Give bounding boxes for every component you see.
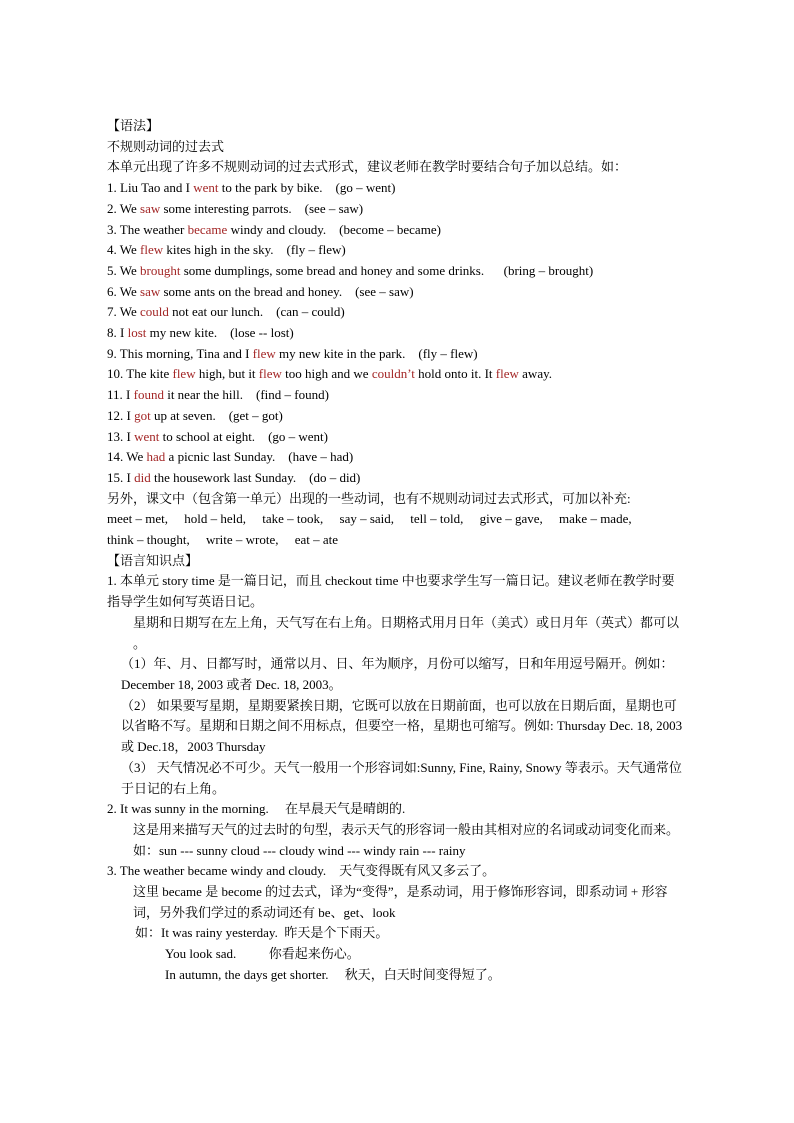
example-text: away. — [518, 366, 552, 382]
highlighted-verb: flew — [252, 345, 276, 361]
highlighted-verb: found — [133, 387, 164, 403]
example-text: to the park by bike. — [218, 180, 323, 196]
knowledge-point-2: 2. It was sunny in the morning. 在早晨天气是晴朗的. — [107, 801, 406, 817]
supplement-text: 另外，课文中（包含第一单元）出现的一些动词，也有不规则动词过去式形式，可加以补充: — [107, 490, 631, 506]
example-line — [107, 344, 683, 365]
example-text: the housework last Sunday. — [150, 469, 297, 485]
example-text: up at seven. — [150, 407, 216, 423]
highlighted-verb: saw — [140, 283, 161, 299]
example-text: (do – did) — [296, 469, 361, 485]
example-line — [107, 427, 683, 448]
example-text: 12. I — [107, 407, 135, 423]
example-line — [107, 178, 683, 199]
knowledge-point-3: 3. The weather became windy and cloudy. 天气变得既有风又多云了。 — [107, 863, 496, 879]
grammar-intro: 本单元出现了许多不规则动词的过去式形式，建议老师在教学时要结合句子加以总结。如： — [107, 159, 628, 175]
example-text: too high and we — [281, 366, 372, 382]
example-text: 2. We — [107, 200, 141, 216]
example-text: (go – went) — [255, 428, 328, 444]
example-text: 6. We — [107, 283, 141, 299]
example-line — [107, 302, 683, 323]
example-text: my new kite in the park. — [275, 345, 406, 361]
highlighted-verb: brought — [140, 262, 181, 278]
example-text: 3. The weather — [107, 221, 188, 237]
example-text: high, but it — [195, 366, 259, 382]
highlighted-verb: got — [134, 407, 151, 423]
example-text: a picnic last Sunday. — [165, 449, 276, 465]
grammar-subheading: 不规则动词的过去式 — [107, 138, 225, 154]
example-text: not eat our lunch. — [168, 304, 264, 320]
example-text: (can – could) — [263, 304, 345, 320]
knowledge-heading: 【语言知识点】 — [107, 552, 199, 568]
example-text: some dumplings, some bread and honey and some drinks. — [180, 262, 485, 278]
example-text: (lose -- lost) — [217, 325, 294, 341]
example-sentence: You look sad. 你看起来伤心。 — [165, 946, 360, 962]
example-line — [107, 323, 683, 344]
example-text: (get – got) — [215, 407, 283, 423]
example-line — [107, 240, 683, 261]
highlighted-verb: became — [187, 221, 228, 237]
verb-list-line: think – thought, write – wrote, eat – ate — [107, 532, 339, 548]
knowledge-point-1: 1. 本单元 story time 是一篇日记，而且 checkout time 中也要求学生写一篇日记。建议老师在教学时要指导学生如何写英语日记。 — [107, 573, 675, 610]
example-line — [107, 261, 683, 282]
example-text: 13. I — [107, 428, 135, 444]
highlighted-verb: went — [193, 180, 219, 196]
highlighted-verb: couldn’t — [371, 366, 415, 382]
highlighted-verb: flew — [172, 366, 196, 382]
highlighted-verb: flew — [140, 242, 164, 258]
example-line — [107, 282, 683, 303]
example-text: some ants on the bread and honey. — [160, 283, 343, 299]
highlighted-verb: could — [140, 304, 169, 320]
example-line — [107, 385, 683, 406]
knowledge-paragraph: 这里 became 是 become 的过去式，译为“变得”，是系动词，用于修饰形容词，即系动词 + 形容词，另外我们学过的系动词还有 be、get、look — [133, 884, 668, 920]
example-text: (see – saw) — [291, 200, 364, 216]
highlighted-verb: flew — [495, 366, 519, 382]
example-text: windy and cloudy. — [227, 221, 327, 237]
example-text: (bring – brought) — [484, 262, 594, 278]
highlighted-verb: saw — [140, 200, 161, 216]
example-sentence: In autumn, the days get shorter. 秋天，白天时间变得短了。 — [165, 966, 501, 982]
example-text: it near the hill. — [163, 387, 244, 403]
example-line — [107, 364, 683, 385]
grammar-heading: 【语法】 — [107, 118, 160, 133]
knowledge-paragraph: 这是用来描写天气的过去时的句型，表示天气的形容词一般由其相对应的名词或动词变化而来。如：sun --- sunny cloud --- cloudy wind --- windy rain --- rainy — [133, 821, 680, 858]
highlighted-verb: went — [134, 428, 160, 444]
verb-list-line: meet – met, hold – held, take – took, say – said, tell – told, give – gave, make – made, — [107, 511, 632, 527]
example-text: 15. I — [107, 469, 135, 485]
example-text: 14. We — [107, 449, 147, 465]
knowledge-paragraph: （1）年、月、日都写时，通常以月、日、年为顺序，月份可以缩写，日和年用逗号隔开。例如：December 18, 2003 或者 Dec. 18, 2003。 — [121, 656, 674, 692]
example-text: some interesting parrots. — [160, 200, 292, 216]
example-text: (fly – flew) — [273, 242, 346, 258]
example-text: 10. The kite — [107, 366, 173, 382]
highlighted-verb: did — [134, 469, 151, 485]
example-text: 4. We — [107, 242, 141, 258]
example-line — [107, 199, 683, 220]
knowledge-paragraph: 星期和日期写在左上角，天气写在右上角。日期格式用月日年（美式）或日月年（英式）都可以 。 — [133, 614, 680, 651]
highlighted-verb: lost — [127, 325, 147, 341]
example-text: 1. Liu Tao and I — [107, 180, 194, 196]
example-text: (fly – flew) — [405, 345, 478, 361]
example-text: 5. We — [107, 262, 141, 278]
example-line — [107, 447, 683, 468]
example-text: 11. I — [107, 387, 134, 403]
example-text: my new kite. — [146, 325, 218, 341]
knowledge-paragraph: （2） 如果要写星期，星期要紧挨日期，它既可以放在日期前面，也可以放在日期后面，星期也可以省略不写。星期和日期之间不用标点，但要空一格，星期也可缩写。例如: Thursday Dec. 18, 2003 或 Dec.18，2003 Thursday — [121, 697, 683, 755]
example-text: kites high in the sky. — [163, 242, 274, 258]
example-text: hold onto it. It — [414, 366, 496, 382]
example-line — [107, 468, 683, 489]
example-text: (find – found) — [243, 387, 329, 403]
document-page — [107, 116, 683, 986]
example-text: 8. I — [107, 325, 128, 341]
example-text: to school at eight. — [159, 428, 256, 444]
example-text: (become – became) — [326, 221, 441, 237]
example-text: 9. This morning, Tina and I — [107, 345, 253, 361]
example-text: (have – had) — [275, 449, 354, 465]
example-sentence: 如：It was rainy yesterday. 昨天是个下雨天。 — [135, 925, 389, 941]
highlighted-verb: had — [146, 449, 166, 465]
example-text: 7. We — [107, 304, 141, 320]
example-line — [107, 406, 683, 427]
example-line — [107, 220, 683, 241]
example-list — [107, 178, 683, 489]
highlighted-verb: flew — [258, 366, 282, 382]
example-text: (go – went) — [322, 180, 396, 196]
example-text: (see – saw) — [342, 283, 414, 299]
knowledge-paragraph: （3） 天气情况必不可少。天气一般用一个形容词如:Sunny, Fine, Rainy, Snowy 等表示。天气通常位于日记的右上角。 — [121, 759, 682, 796]
